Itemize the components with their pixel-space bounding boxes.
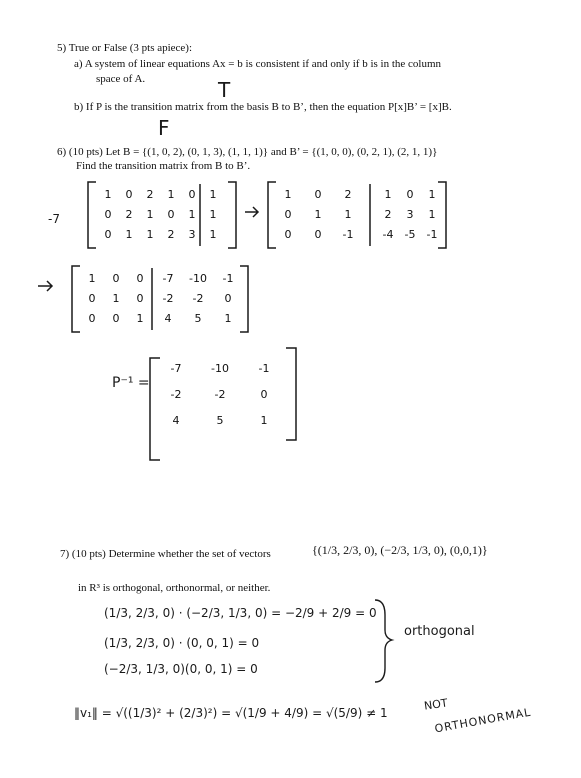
bracket-left [268, 182, 276, 248]
matrix-entry: 2 [384, 208, 392, 221]
matrix-entry: 4 [172, 414, 180, 427]
orthogonal-conclusion: orthogonal [404, 624, 475, 639]
matrix-entry: 1 [344, 208, 352, 221]
matrix-entry: -1 [426, 228, 438, 241]
matrix-entry: 0 [104, 228, 112, 241]
matrix-entry: 3 [406, 208, 414, 221]
matrix-entry: 0 [188, 188, 196, 201]
matrix-entry: 1 [104, 188, 112, 201]
dot-product-1: (1/3, 2/3, 0) · (−2/3, 1/3, 0) = −2/9 + 2/9 = 0 [104, 606, 377, 620]
q5b-text: b) If P is the transition matrix from the basis B to B’, then the equation P[x]B’ = [x]B. [74, 101, 452, 113]
matrix-entry: 1 [146, 228, 154, 241]
matrix-entry: 1 [428, 208, 436, 221]
matrix-entry: 1 [384, 188, 392, 201]
matrix-entry: 0 [136, 272, 144, 285]
matrix-entry: -2 [214, 388, 226, 401]
bracket-left [150, 358, 160, 460]
q5b-answer: F [158, 116, 170, 140]
matrix-entry: -7 [162, 272, 174, 285]
matrix-entry: 0 [167, 208, 175, 221]
matrix-entry: 0 [260, 388, 268, 401]
matrix-entry: -1 [342, 228, 354, 241]
matrix-entry: 1 [209, 188, 217, 201]
matrix-entry: 1 [188, 208, 196, 221]
q5a-text: a) A system of linear equations Ax = b is consistent if and only if b is in the column [74, 58, 442, 70]
dot-product-2: (1/3, 2/3, 0) · (0, 0, 1) = 0 [104, 636, 260, 650]
matrix-entry: 1 [88, 272, 96, 285]
q5a-text-cont: space of A. [96, 73, 146, 85]
grouping-brace [375, 600, 392, 682]
bracket-right [240, 266, 248, 332]
margin-note: -7 [48, 212, 60, 226]
matrix-entry: 2 [125, 208, 133, 221]
matrix-entry: -4 [382, 228, 394, 241]
matrix-entry: 0 [112, 312, 120, 325]
matrix-entry: -1 [258, 362, 270, 375]
matrix-entry: 2 [146, 188, 154, 201]
matrix-entry: 1 [209, 228, 217, 241]
matrix-entry: 0 [136, 292, 144, 305]
bracket-right [228, 182, 236, 248]
matrix-entry: -7 [170, 362, 182, 375]
matrix-entry: 0 [314, 228, 322, 241]
matrix-entry: 0 [104, 208, 112, 221]
matrix-entry: 0 [88, 292, 96, 305]
q5a-answer: T [218, 78, 231, 102]
matrix-entry: 1 [136, 312, 144, 325]
p-inverse-label: P⁻¹ = [112, 375, 150, 391]
matrix-entry: 5 [216, 414, 224, 427]
matrix-entry: 0 [406, 188, 414, 201]
bracket-left [88, 182, 96, 248]
matrix-entry: 4 [164, 312, 172, 325]
matrix-entry: 0 [125, 188, 133, 201]
matrix-entry: 1 [167, 188, 175, 201]
matrix-entry: 0 [88, 312, 96, 325]
matrix-entry: 1 [112, 292, 120, 305]
arrow-icon [38, 281, 52, 291]
matrix-entry: 2 [344, 188, 352, 201]
matrix-entry: -2 [192, 292, 204, 305]
matrix-entry: -2 [162, 292, 174, 305]
dot-product-3: (−2/3, 1/3, 0)(0, 0, 1) = 0 [104, 662, 258, 676]
arrow-icon [245, 207, 258, 217]
matrix-entry: 1 [224, 312, 232, 325]
matrix-entry: 1 [284, 188, 292, 201]
matrix-entry: 1 [209, 208, 217, 221]
matrix-entry: 0 [284, 228, 292, 241]
bracket-left [72, 266, 80, 332]
matrix-entry: 1 [428, 188, 436, 201]
not-label: NOT [423, 696, 449, 713]
matrix-entry: 2 [167, 228, 175, 241]
q6-text-cont: Find the transition matrix from B to B’. [76, 160, 251, 172]
bracket-right [286, 348, 296, 440]
norm-computation: ‖v₁‖ = √((1/3)² + (2/3)²) = √(1/9 + 4/9) = √(5/9) ≠ 1 [74, 706, 388, 720]
q5-header: 5) True or False (3 pts apiece): [57, 42, 193, 54]
q7-text-cont: in R³ is orthogonal, orthonormal, or neither. [78, 582, 271, 594]
matrix-entry: 0 [224, 292, 232, 305]
matrix-entry: -10 [211, 362, 229, 375]
matrix-entry: -2 [170, 388, 182, 401]
q6-text: 6) (10 pts) Let B = {(1, 0, 2), (0, 1, 3), (1, 1, 1)} and B’ = {(1, 0, 0), (0, 2, 1), (2, 1, 1)} [57, 146, 438, 158]
matrix-entry: 0 [112, 272, 120, 285]
matrix-entry: 1 [260, 414, 268, 427]
matrix-entry: 1 [146, 208, 154, 221]
matrix-entry: -1 [222, 272, 234, 285]
vector-set: {(1/3, 2/3, 0), (−2/3, 1/3, 0), (0,0,1)} [312, 543, 488, 557]
matrix-entry: -10 [189, 272, 207, 285]
matrix-entry: 1 [314, 208, 322, 221]
q7-text: 7) (10 pts) Determine whether the set of vectors [60, 548, 271, 560]
matrix-entry: 5 [194, 312, 202, 325]
matrix-entry: 0 [314, 188, 322, 201]
matrix-entry: 3 [188, 228, 196, 241]
matrix-entry: 1 [125, 228, 133, 241]
orthonormal-conclusion: ORTHONORMAL [433, 705, 533, 736]
matrix-entry: 0 [284, 208, 292, 221]
matrix-entry: -5 [404, 228, 416, 241]
